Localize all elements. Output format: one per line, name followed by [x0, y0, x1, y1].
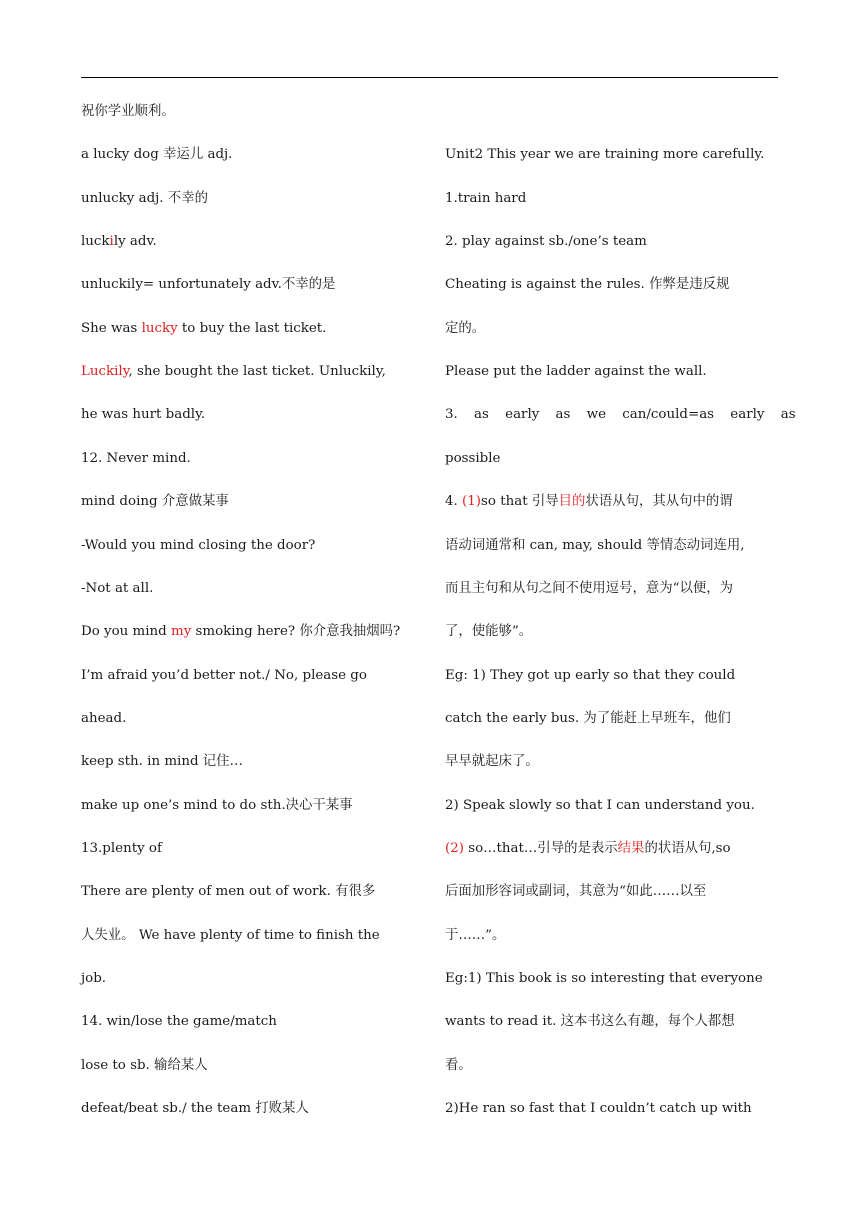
text-line: unluckily= unfortunately adv.不幸的是	[81, 277, 336, 293]
text-segment: , she bought the last ticket. Unluckily,	[128, 364, 386, 380]
highlight-text: my	[171, 624, 192, 640]
text-segment: so…that…引导的是表示	[463, 840, 618, 856]
text-segment: 的状语从句,so	[644, 840, 731, 856]
text-line: defeat/beat sb./ the team 打败某人	[81, 1101, 309, 1117]
text-line: Unit2 This year we are training more carefully.	[445, 147, 765, 163]
text-line: Eg:1) This book is so interesting that everyone	[445, 971, 763, 986]
text-line: 2. play against sb./one’s team	[445, 234, 647, 250]
text-segment: 状语从句，其从句中的谓	[585, 494, 733, 510]
text-line: Eg: 1) They got up early so that they could	[445, 667, 736, 683]
text-line: 3. as early as we can/could=as early as	[445, 407, 796, 423]
highlight-text: 结果	[617, 840, 645, 856]
text-line: he was hurt badly.	[81, 407, 206, 423]
text-line: -Would you mind closing the door?	[81, 537, 316, 553]
text-line: a lucky dog 幸运儿 adj.	[81, 147, 233, 163]
text-line	[81, 233, 157, 251]
highlight-text: lucky	[141, 320, 178, 336]
text-segment: smoking here? 你介意我抽烟吗?	[191, 624, 401, 640]
text-line: I’m afraid you’d better not./ No, please go	[81, 667, 367, 683]
text-line: 12. Never mind.	[81, 450, 191, 466]
text-line	[81, 363, 386, 381]
text-line: 而且主句和从句之间不使用逗号，意为“以便，为	[445, 580, 734, 596]
highlight-text: 目的	[558, 494, 586, 510]
text-line: There are plenty of men out of work. 有很多	[81, 884, 376, 900]
text-line: unlucky adj. 不幸的	[81, 190, 208, 206]
text-segment: ly adv.	[113, 234, 157, 250]
text-line: 13.plenty of	[81, 840, 162, 856]
text-line: 14. win/lose the game/match	[81, 1014, 277, 1030]
highlight-text: i	[109, 234, 114, 250]
text-line: 语动词通常和 can, may, should 等情态动词连用,	[445, 537, 745, 553]
text-line: lose to sb. 输给某人	[81, 1057, 208, 1073]
text-segment: so that 引导	[481, 494, 559, 510]
text-line: Cheating is against the rules. 作弊是违反规	[445, 277, 730, 293]
text-segment: to buy the last ticket.	[177, 320, 327, 336]
text-line: mind doing 介意做某事	[81, 494, 229, 510]
text-segment: 4.	[445, 494, 463, 510]
text-line: 1.train hard	[445, 190, 527, 206]
text-segment: She was	[81, 320, 142, 336]
header-rule	[81, 77, 778, 78]
text-line	[81, 623, 400, 641]
text-line: 了，使能够”。	[445, 624, 533, 640]
highlight-text: (1)	[462, 494, 482, 510]
text-line: 看。	[445, 1057, 472, 1073]
highlight-text: (2)	[445, 840, 464, 856]
text-line: ahead.	[81, 710, 127, 726]
text-segment: luck	[81, 234, 110, 250]
text-segment: Do you mind	[81, 624, 171, 640]
text-line: possible	[445, 450, 501, 466]
text-line: job.	[81, 971, 107, 986]
text-line: 2) Speak slowly so that I can understand you.	[445, 797, 755, 813]
text-line: 人失业。 We have plenty of time to finish the	[81, 927, 380, 943]
text-line: 后面加形容词或副词，其意为“如此……以至	[445, 884, 707, 900]
text-line: Please put the ladder against the wall.	[445, 364, 707, 380]
text-line: keep sth. in mind 记住…	[81, 754, 243, 770]
text-line: 2)He ran so fast that I couldn’t catch up with	[445, 1101, 752, 1117]
text-line	[81, 320, 326, 338]
text-line: make up one’s mind to do sth.决心干某事	[81, 797, 353, 813]
text-line: 早早就起床了。	[445, 754, 539, 770]
text-line: catch the early bus. 为了能赶上早班车，他们	[445, 710, 731, 726]
text-line: 祝你学业顺利。	[81, 104, 175, 119]
text-line: 定的。	[445, 320, 486, 336]
text-line	[445, 840, 731, 858]
text-line: -Not at all.	[81, 580, 154, 596]
text-line: 于……”。	[445, 927, 506, 943]
text-line	[445, 493, 733, 511]
highlight-text: Luckily	[81, 364, 129, 380]
text-line: wants to read it. 这本书这么有趣，每个人都想	[445, 1014, 735, 1030]
